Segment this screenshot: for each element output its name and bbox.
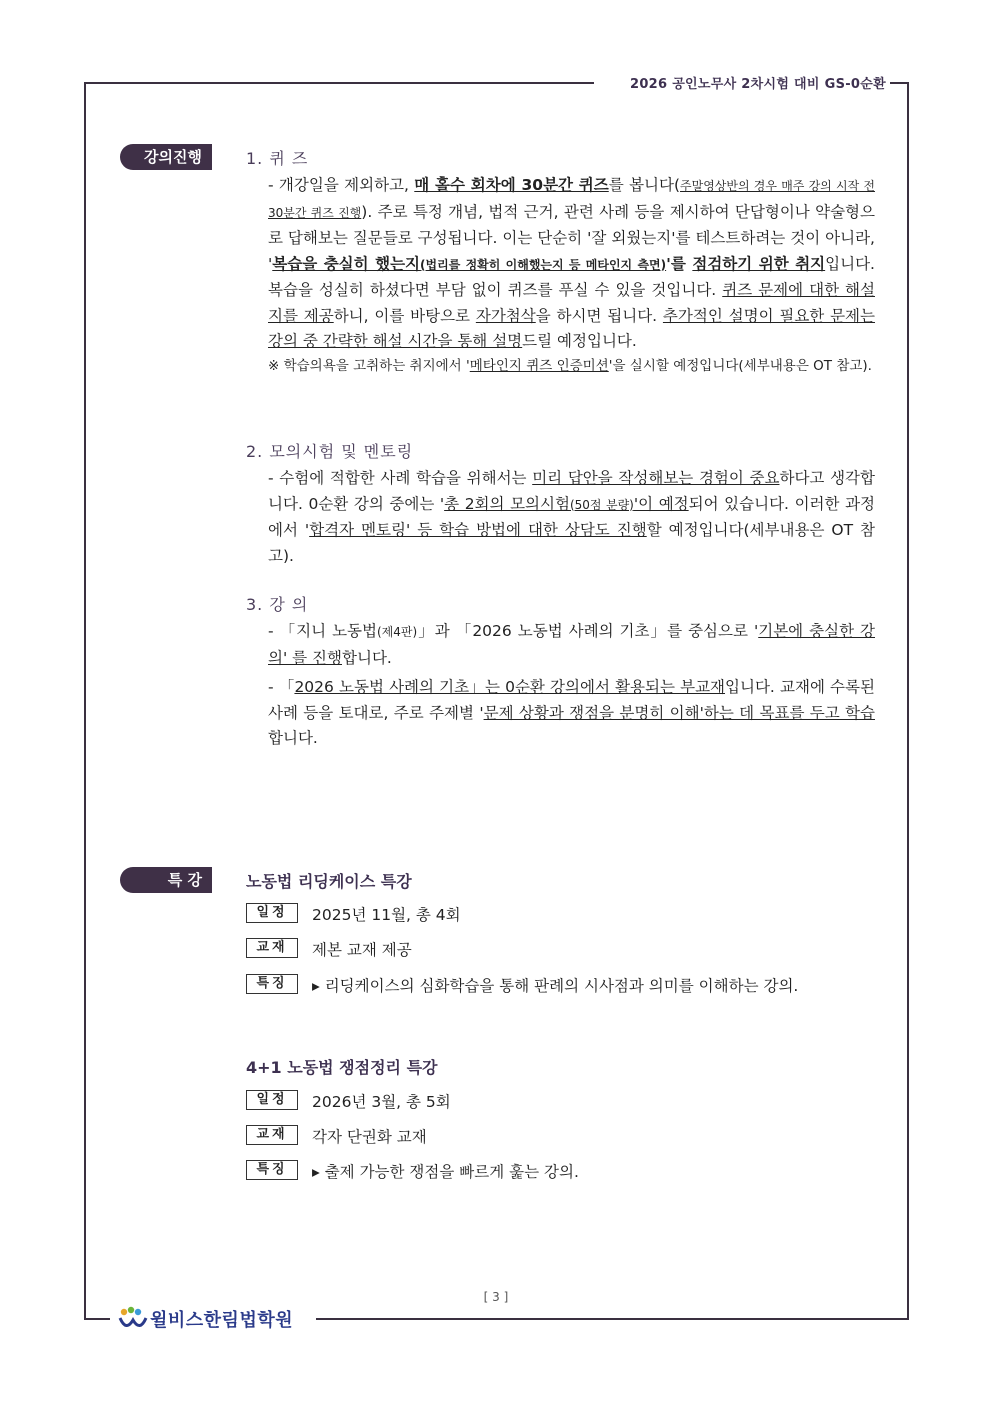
textbook-value: 제본 교재 제공: [312, 941, 412, 959]
brand-logo: [118, 1306, 293, 1332]
subsection-title-quiz: 1. 퀴 즈: [246, 149, 309, 168]
logo-mark-icon: [118, 1306, 148, 1332]
schedule-value: 2026년 3월, 총 5회: [312, 1093, 451, 1111]
textbook-value: 각자 단권화 교재: [312, 1128, 427, 1146]
lecture-title-reading-case: 노동법 리딩케이스 특강: [246, 872, 412, 891]
header-title: 2026 공인노무사 2차시험 대비 GS-0순환: [629, 77, 886, 92]
tag-schedule: 일정: [246, 1090, 298, 1110]
frame-bottom-line: [316, 1318, 909, 1320]
tag-feature: 특징: [246, 1160, 298, 1180]
frame-left-line: [84, 82, 86, 1320]
frame-bottom-left-line: [84, 1318, 110, 1320]
frame-top-line: [84, 82, 594, 84]
frame-right-line: [907, 82, 909, 1320]
mock-exam-paragraph: - 수험에 적합한 사례 학습을 위해서는 미리 답안을 작성해보는 경험이 중요하다고 생각합니다. 0순환 강의 중에는 '총 2회의 모의시험(50점 분량)'이 예정되어 있습니다. 이러한 과정에서 '합격자 멘토링' 등 학습 방법에 대한 상담도 진행할 예정입니다(세부내용은 OT 참고).: [268, 469, 876, 565]
section-badge-special-lecture: 특 강: [120, 867, 212, 893]
schedule-value: 2025년 11월, 총 4회: [312, 906, 461, 924]
subsection-title-mock-exam: 2. 모의시험 및 멘토링: [246, 442, 414, 461]
tag-feature: 특징: [246, 974, 298, 994]
tag-textbook: 교재: [246, 938, 298, 958]
lecture-title-issue-summary: 4+1 노동법 쟁점정리 특강: [246, 1058, 438, 1077]
page-number: [ 3 ]: [483, 1290, 509, 1304]
subsection-title-lecture: 3. 강 의: [246, 595, 309, 614]
quiz-note: ※ 학습의욕을 고취하는 취지에서 '메타인지 퀴즈 인증미션'을 실시할 예정입니다(세부내용은 OT 참고).: [268, 358, 872, 374]
logo-text: 윌비스한림법학원: [150, 1310, 294, 1331]
tag-textbook: 교재: [246, 1125, 298, 1145]
feature-value: ▸ 리딩케이스의 심화학습을 통해 판례의 시사점과 의미를 이해하는 강의.: [312, 977, 799, 995]
tag-schedule: 일정: [246, 903, 298, 923]
feature-value: ▸ 출제 가능한 쟁점을 빠르게 훑는 강의.: [312, 1163, 579, 1181]
section-badge-lecture-progress: 강의진행: [120, 144, 212, 170]
lecture-paragraph-2: - 「2026 노동법 사례의 기초」는 0순환 강의에서 활용되는 부교재입니다. 교재에 수록된 사례 등을 토대로, 주로 주제별 '문제 상황과 쟁점을 분명히 이해'하는 데 목표를 두고 학습합니다.: [268, 678, 875, 747]
lecture-paragraph-1: - 「지니 노동법(제4판)」과 「2026 노동법 사례의 기초」를 중심으로 '기본에 충실한 강의' 를 진행합니다.: [268, 622, 875, 667]
quiz-paragraph: - 개강일을 제외하고, 매 홀수 회차에 30분간 퀴즈를 봅니다(주말영상반의 경우 매주 강의 시작 전 30분간 퀴즈 진행). 주로 특정 개념, 법적 근거, 관련 사례 등을 제시하여 단답형이나 약술형으로 답해보는 질문들로 구성됩니다. 이는 단순히 '잘 외웠는지'를 테스트하려는 것이 아니라, '복습을 충실히 했는지(법리를 정확히 이해했는지 등 메타인지 측면)'를 점검하기 위한 취지입니다. 복습을 성실히 하셨다면 부담 없이 퀴즈를 푸실 수 있을 것입니다. 퀴즈 문제에 대한 해설지를 제공하니, 이를 바탕으로 자가첨삭을 하시면 됩니다. 추가적인 설명이 필요한 문제는 강의 중 간략한 해설 시간을 통해 설명드릴 예정입니다.: [268, 176, 876, 350]
